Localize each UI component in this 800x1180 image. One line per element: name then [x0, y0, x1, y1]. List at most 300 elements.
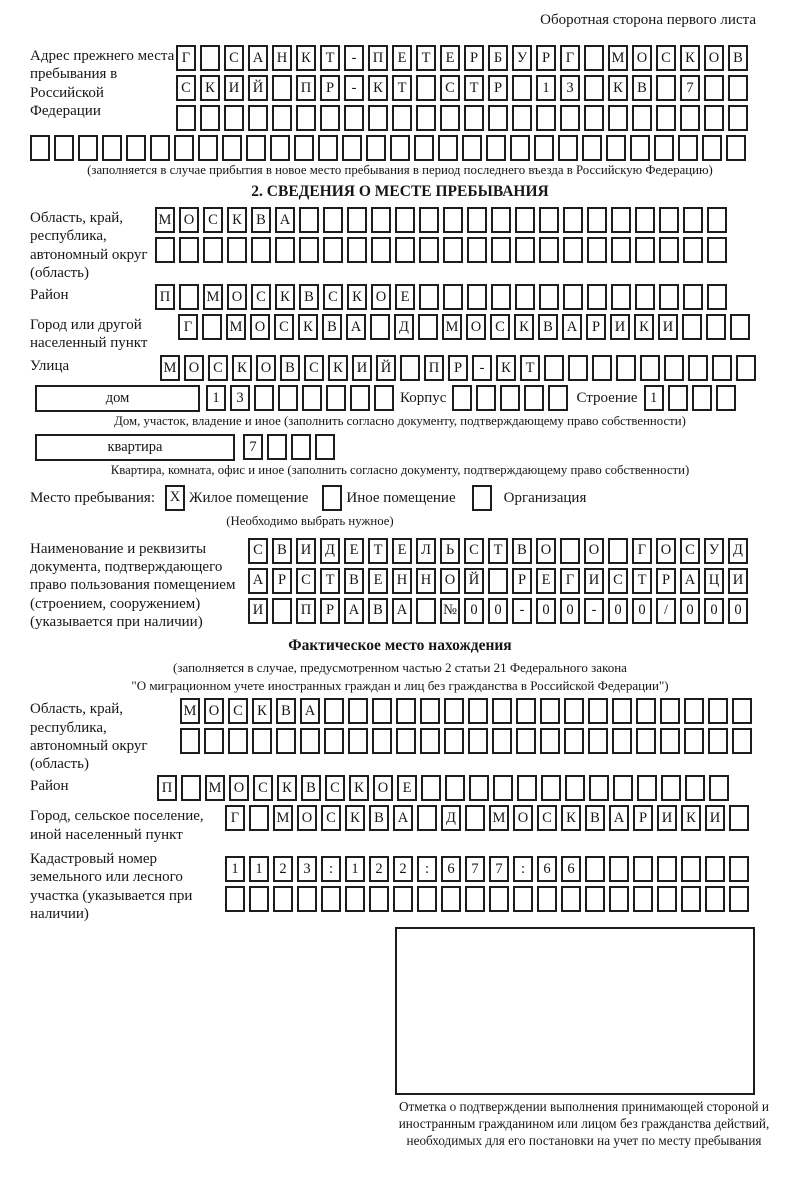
char-box[interactable]: [661, 775, 681, 801]
char-box[interactable]: 2: [273, 856, 293, 882]
char-box[interactable]: В: [369, 805, 389, 831]
char-box[interactable]: [414, 135, 434, 161]
char-box[interactable]: [564, 698, 584, 724]
char-box[interactable]: В: [728, 45, 748, 71]
char-box[interactable]: [684, 698, 704, 724]
char-box[interactable]: [657, 886, 677, 912]
char-box[interactable]: Т: [520, 355, 540, 381]
char-box[interactable]: К: [328, 355, 348, 381]
char-box[interactable]: Д: [441, 805, 461, 831]
char-box[interactable]: С: [537, 805, 557, 831]
char-box[interactable]: Т: [416, 45, 436, 71]
char-box[interactable]: [548, 385, 568, 411]
char-box[interactable]: И: [705, 805, 725, 831]
char-box[interactable]: Р: [656, 568, 676, 594]
char-box[interactable]: Т: [392, 75, 412, 101]
char-box[interactable]: П: [368, 45, 388, 71]
char-box[interactable]: 1: [536, 75, 556, 101]
char-box[interactable]: [302, 385, 322, 411]
char-box[interactable]: [585, 886, 605, 912]
char-box[interactable]: И: [352, 355, 372, 381]
char-box[interactable]: [467, 284, 487, 310]
char-box[interactable]: [592, 355, 612, 381]
char-box[interactable]: [323, 207, 343, 233]
char-box[interactable]: [465, 886, 485, 912]
char-box[interactable]: Н: [392, 568, 412, 594]
char-box[interactable]: 3: [230, 385, 250, 411]
char-box[interactable]: [278, 385, 298, 411]
char-box[interactable]: [390, 135, 410, 161]
char-box[interactable]: [736, 355, 756, 381]
char-box[interactable]: [320, 105, 340, 131]
char-box[interactable]: О: [632, 45, 652, 71]
char-box[interactable]: :: [417, 856, 437, 882]
char-box[interactable]: К: [296, 45, 316, 71]
char-box[interactable]: К: [345, 805, 365, 831]
char-box[interactable]: А: [562, 314, 582, 340]
char-box[interactable]: -: [344, 75, 364, 101]
char-box[interactable]: [726, 135, 746, 161]
char-box[interactable]: О: [184, 355, 204, 381]
char-box[interactable]: С: [208, 355, 228, 381]
char-box[interactable]: [318, 135, 338, 161]
char-box[interactable]: [300, 728, 320, 754]
char-box[interactable]: Е: [395, 284, 415, 310]
char-box[interactable]: С: [274, 314, 294, 340]
char-box[interactable]: Т: [632, 568, 652, 594]
char-box[interactable]: К: [634, 314, 654, 340]
char-box[interactable]: [444, 698, 464, 724]
char-box[interactable]: /: [656, 598, 676, 624]
char-box[interactable]: Д: [394, 314, 414, 340]
char-box[interactable]: [30, 135, 50, 161]
char-box[interactable]: С: [490, 314, 510, 340]
char-box[interactable]: [560, 538, 580, 564]
char-box[interactable]: [633, 886, 653, 912]
char-box[interactable]: А: [609, 805, 629, 831]
char-box[interactable]: О: [704, 45, 724, 71]
char-box[interactable]: [462, 135, 482, 161]
char-box[interactable]: В: [251, 207, 271, 233]
char-box[interactable]: К: [275, 284, 295, 310]
char-box[interactable]: О: [297, 805, 317, 831]
char-box[interactable]: В: [538, 314, 558, 340]
char-box[interactable]: [222, 135, 242, 161]
char-box[interactable]: [685, 775, 705, 801]
char-box[interactable]: [563, 207, 583, 233]
char-box[interactable]: 2: [369, 856, 389, 882]
char-box[interactable]: [708, 698, 728, 724]
char-box[interactable]: [249, 886, 269, 912]
char-box[interactable]: 7: [465, 856, 485, 882]
char-box[interactable]: И: [224, 75, 244, 101]
char-box[interactable]: С: [228, 698, 248, 724]
char-box[interactable]: В: [512, 538, 532, 564]
char-box[interactable]: К: [298, 314, 318, 340]
char-box[interactable]: [635, 237, 655, 263]
char-box[interactable]: [272, 598, 292, 624]
char-box[interactable]: [227, 237, 247, 263]
char-box[interactable]: И: [657, 805, 677, 831]
char-box[interactable]: [464, 105, 484, 131]
char-box[interactable]: [417, 805, 437, 831]
char-box[interactable]: [488, 568, 508, 594]
char-box[interactable]: Е: [536, 568, 556, 594]
char-box[interactable]: П: [296, 598, 316, 624]
char-box[interactable]: [584, 75, 604, 101]
char-box[interactable]: Й: [376, 355, 396, 381]
char-box[interactable]: [588, 728, 608, 754]
char-box[interactable]: В: [301, 775, 321, 801]
char-box[interactable]: 1: [225, 856, 245, 882]
char-box[interactable]: [174, 135, 194, 161]
char-box[interactable]: [416, 105, 436, 131]
char-box[interactable]: [488, 105, 508, 131]
char-box[interactable]: [513, 886, 533, 912]
char-box[interactable]: К: [561, 805, 581, 831]
char-box[interactable]: Ц: [704, 568, 724, 594]
char-box[interactable]: К: [252, 698, 272, 724]
char-box[interactable]: [705, 856, 725, 882]
stamp-area[interactable]: [395, 927, 755, 1095]
char-box[interactable]: [202, 314, 222, 340]
char-box[interactable]: П: [157, 775, 177, 801]
char-box[interactable]: [656, 75, 676, 101]
char-box[interactable]: [515, 284, 535, 310]
char-box[interactable]: А: [248, 45, 268, 71]
char-box[interactable]: И: [248, 598, 268, 624]
char-box[interactable]: [251, 237, 271, 263]
char-box[interactable]: О: [229, 775, 249, 801]
char-box[interactable]: [612, 698, 632, 724]
char-box[interactable]: Р: [272, 568, 292, 594]
char-box[interactable]: [587, 284, 607, 310]
char-box[interactable]: [613, 775, 633, 801]
char-box[interactable]: [682, 314, 702, 340]
char-box[interactable]: [589, 775, 609, 801]
char-box[interactable]: [704, 75, 724, 101]
char-box[interactable]: Р: [633, 805, 653, 831]
char-box[interactable]: [347, 207, 367, 233]
char-box[interactable]: 1: [345, 856, 365, 882]
char-box[interactable]: К: [227, 207, 247, 233]
char-box[interactable]: -: [472, 355, 492, 381]
char-box[interactable]: [54, 135, 74, 161]
char-box[interactable]: С: [608, 568, 628, 594]
char-box[interactable]: О: [656, 538, 676, 564]
char-box[interactable]: [709, 775, 729, 801]
char-box[interactable]: Р: [488, 75, 508, 101]
char-box[interactable]: [324, 698, 344, 724]
char-box[interactable]: [540, 728, 560, 754]
char-box[interactable]: М: [203, 284, 223, 310]
char-box[interactable]: А: [275, 207, 295, 233]
char-box[interactable]: [688, 355, 708, 381]
char-box[interactable]: [732, 698, 752, 724]
char-box[interactable]: [180, 728, 200, 754]
char-box[interactable]: И: [584, 568, 604, 594]
char-box[interactable]: И: [610, 314, 630, 340]
char-box[interactable]: [635, 284, 655, 310]
char-box[interactable]: А: [680, 568, 700, 594]
char-box[interactable]: К: [232, 355, 252, 381]
char-box[interactable]: С: [203, 207, 223, 233]
char-box[interactable]: Р: [320, 598, 340, 624]
char-box[interactable]: [492, 698, 512, 724]
char-box[interactable]: [296, 105, 316, 131]
char-box[interactable]: [348, 698, 368, 724]
char-box[interactable]: К: [514, 314, 534, 340]
char-box[interactable]: Ь: [440, 538, 460, 564]
char-box[interactable]: А: [346, 314, 366, 340]
char-box[interactable]: [299, 207, 319, 233]
char-box[interactable]: [510, 135, 530, 161]
char-box[interactable]: [416, 598, 436, 624]
char-box[interactable]: 0: [680, 598, 700, 624]
char-box[interactable]: [544, 355, 564, 381]
char-box[interactable]: [176, 105, 196, 131]
char-box[interactable]: [660, 698, 680, 724]
char-box[interactable]: [369, 886, 389, 912]
char-box[interactable]: [707, 207, 727, 233]
char-box[interactable]: [440, 105, 460, 131]
char-box[interactable]: Н: [272, 45, 292, 71]
char-box[interactable]: С: [176, 75, 196, 101]
char-box[interactable]: [616, 355, 636, 381]
char-box[interactable]: [371, 237, 391, 263]
char-box[interactable]: И: [658, 314, 678, 340]
char-box[interactable]: О: [440, 568, 460, 594]
char-box[interactable]: Т: [368, 538, 388, 564]
char-box[interactable]: 0: [536, 598, 556, 624]
char-box[interactable]: [273, 886, 293, 912]
char-box[interactable]: [400, 355, 420, 381]
char-box[interactable]: [588, 698, 608, 724]
char-box[interactable]: С: [325, 775, 345, 801]
char-box[interactable]: [443, 207, 463, 233]
char-box[interactable]: И: [296, 538, 316, 564]
char-box[interactable]: К: [200, 75, 220, 101]
char-box[interactable]: [611, 207, 631, 233]
char-box[interactable]: [516, 698, 536, 724]
char-box[interactable]: [728, 105, 748, 131]
char-box[interactable]: [345, 886, 365, 912]
char-box[interactable]: [465, 805, 485, 831]
char-box[interactable]: [678, 135, 698, 161]
char-box[interactable]: 0: [464, 598, 484, 624]
char-box[interactable]: К: [368, 75, 388, 101]
char-box[interactable]: С: [464, 538, 484, 564]
char-box[interactable]: 7: [243, 434, 263, 460]
char-box[interactable]: [582, 135, 602, 161]
char-box[interactable]: -: [344, 45, 364, 71]
char-box[interactable]: №: [440, 598, 460, 624]
char-box[interactable]: [515, 207, 535, 233]
char-box[interactable]: [668, 385, 688, 411]
char-box[interactable]: [299, 237, 319, 263]
char-box[interactable]: [684, 728, 704, 754]
char-box[interactable]: [563, 284, 583, 310]
char-box[interactable]: [418, 314, 438, 340]
char-box[interactable]: [611, 237, 631, 263]
char-box[interactable]: [200, 105, 220, 131]
char-box[interactable]: [342, 135, 362, 161]
char-box[interactable]: [366, 135, 386, 161]
char-box[interactable]: М: [273, 805, 293, 831]
char-box[interactable]: [395, 207, 415, 233]
char-box[interactable]: [126, 135, 146, 161]
char-box[interactable]: А: [392, 598, 412, 624]
char-box[interactable]: Р: [464, 45, 484, 71]
char-box[interactable]: В: [585, 805, 605, 831]
char-box[interactable]: [444, 728, 464, 754]
char-box[interactable]: [326, 385, 346, 411]
char-box[interactable]: О: [256, 355, 276, 381]
char-box[interactable]: [467, 207, 487, 233]
char-box[interactable]: [707, 284, 727, 310]
char-box[interactable]: [609, 886, 629, 912]
char-box[interactable]: [660, 728, 680, 754]
char-box[interactable]: О: [227, 284, 247, 310]
char-box[interactable]: Й: [248, 75, 268, 101]
char-box[interactable]: [224, 105, 244, 131]
char-box[interactable]: О: [179, 207, 199, 233]
char-box[interactable]: Е: [344, 538, 364, 564]
char-box[interactable]: [492, 728, 512, 754]
char-box[interactable]: О: [373, 775, 393, 801]
char-box[interactable]: 1: [206, 385, 226, 411]
char-box[interactable]: [324, 728, 344, 754]
char-box[interactable]: М: [442, 314, 462, 340]
char-box[interactable]: [467, 237, 487, 263]
char-box[interactable]: В: [368, 598, 388, 624]
char-box[interactable]: 1: [644, 385, 664, 411]
char-box[interactable]: Е: [397, 775, 417, 801]
char-box[interactable]: [539, 284, 559, 310]
char-box[interactable]: [270, 135, 290, 161]
char-box[interactable]: А: [344, 598, 364, 624]
char-box[interactable]: Р: [586, 314, 606, 340]
char-box[interactable]: [393, 886, 413, 912]
char-box[interactable]: [541, 775, 561, 801]
char-box[interactable]: [452, 385, 472, 411]
char-box[interactable]: X: [165, 485, 185, 511]
char-box[interactable]: [344, 105, 364, 131]
char-box[interactable]: [716, 385, 736, 411]
char-box[interactable]: [681, 886, 701, 912]
char-box[interactable]: [608, 538, 628, 564]
char-box[interactable]: 6: [441, 856, 461, 882]
char-box[interactable]: С: [224, 45, 244, 71]
char-box[interactable]: А: [393, 805, 413, 831]
char-box[interactable]: О: [204, 698, 224, 724]
house-field[interactable]: [35, 385, 200, 412]
char-box[interactable]: [291, 434, 311, 460]
char-box[interactable]: [294, 135, 314, 161]
char-box[interactable]: [612, 728, 632, 754]
char-box[interactable]: [476, 385, 496, 411]
char-box[interactable]: Г: [176, 45, 196, 71]
char-box[interactable]: [500, 385, 520, 411]
char-box[interactable]: [683, 284, 703, 310]
char-box[interactable]: [585, 856, 605, 882]
char-box[interactable]: 7: [489, 856, 509, 882]
char-box[interactable]: [517, 775, 537, 801]
char-box[interactable]: [656, 105, 676, 131]
char-box[interactable]: [606, 135, 626, 161]
char-box[interactable]: К: [349, 775, 369, 801]
char-box[interactable]: [472, 485, 492, 511]
char-box[interactable]: [565, 775, 585, 801]
char-box[interactable]: [558, 135, 578, 161]
char-box[interactable]: [445, 775, 465, 801]
char-box[interactable]: [225, 886, 245, 912]
char-box[interactable]: 0: [488, 598, 508, 624]
char-box[interactable]: К: [496, 355, 516, 381]
char-box[interactable]: Г: [178, 314, 198, 340]
char-box[interactable]: [637, 775, 657, 801]
char-box[interactable]: [395, 237, 415, 263]
char-box[interactable]: [203, 237, 223, 263]
char-box[interactable]: [704, 105, 724, 131]
char-box[interactable]: [512, 75, 532, 101]
char-box[interactable]: О: [466, 314, 486, 340]
char-box[interactable]: В: [632, 75, 652, 101]
char-box[interactable]: [315, 434, 335, 460]
char-box[interactable]: [102, 135, 122, 161]
char-box[interactable]: В: [272, 538, 292, 564]
char-box[interactable]: [246, 135, 266, 161]
char-box[interactable]: [372, 728, 392, 754]
char-box[interactable]: К: [347, 284, 367, 310]
char-box[interactable]: [374, 385, 394, 411]
char-box[interactable]: [348, 728, 368, 754]
char-box[interactable]: [534, 135, 554, 161]
char-box[interactable]: [150, 135, 170, 161]
char-box[interactable]: [708, 728, 728, 754]
char-box[interactable]: [657, 856, 677, 882]
char-box[interactable]: [228, 728, 248, 754]
char-box[interactable]: С: [656, 45, 676, 71]
char-box[interactable]: [516, 728, 536, 754]
char-box[interactable]: [564, 728, 584, 754]
char-box[interactable]: [633, 856, 653, 882]
char-box[interactable]: [179, 284, 199, 310]
char-box[interactable]: О: [250, 314, 270, 340]
char-box[interactable]: [683, 237, 703, 263]
char-box[interactable]: У: [512, 45, 532, 71]
char-box[interactable]: [587, 237, 607, 263]
char-box[interactable]: [729, 886, 749, 912]
char-box[interactable]: [729, 856, 749, 882]
char-box[interactable]: -: [512, 598, 532, 624]
char-box[interactable]: [254, 385, 274, 411]
char-box[interactable]: М: [226, 314, 246, 340]
char-box[interactable]: 3: [297, 856, 317, 882]
char-box[interactable]: В: [344, 568, 364, 594]
char-box[interactable]: [705, 886, 725, 912]
char-box[interactable]: 3: [560, 75, 580, 101]
char-box[interactable]: [198, 135, 218, 161]
char-box[interactable]: 6: [561, 856, 581, 882]
char-box[interactable]: 0: [632, 598, 652, 624]
char-box[interactable]: Т: [464, 75, 484, 101]
char-box[interactable]: [540, 698, 560, 724]
char-box[interactable]: С: [296, 568, 316, 594]
char-box[interactable]: Л: [416, 538, 436, 564]
char-box[interactable]: [347, 237, 367, 263]
char-box[interactable]: С: [304, 355, 324, 381]
